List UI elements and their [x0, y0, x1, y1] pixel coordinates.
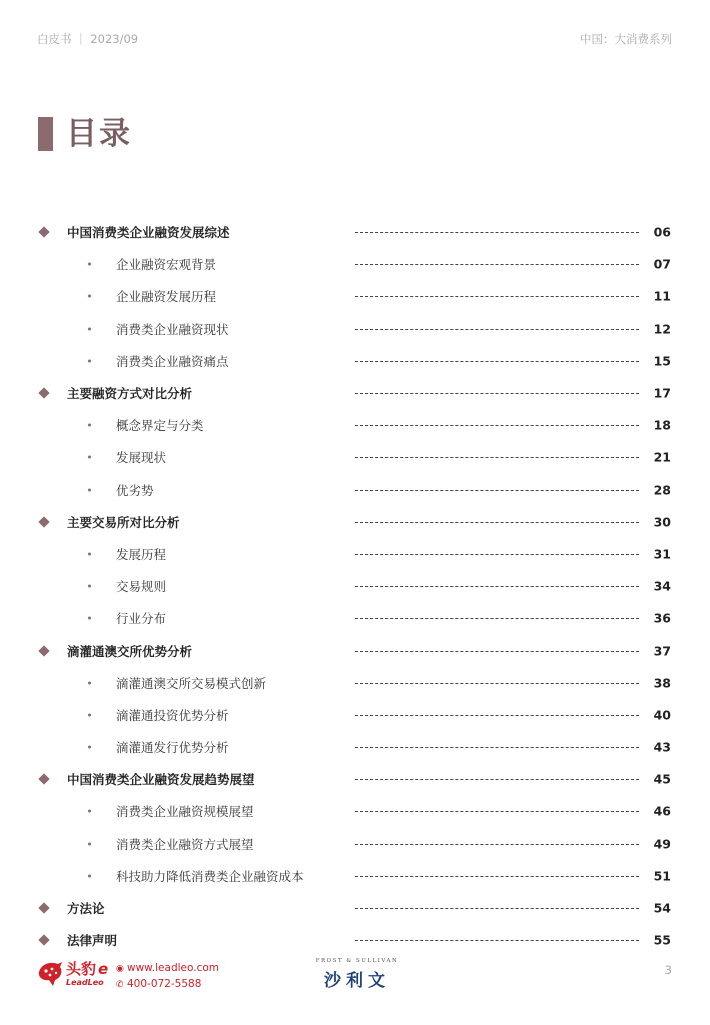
diamond-bullet-icon [38, 516, 49, 527]
dot-bullet-icon [88, 359, 91, 362]
table-of-contents [0, 216, 710, 956]
globe-icon: ◉ [116, 964, 124, 974]
toc-entry-label: 企业融资宏观背景 [116, 257, 217, 273]
toc-page-number: 36 [653, 610, 671, 626]
toc-entry-label: 法律声明 [67, 933, 118, 949]
toc-entry-label: 主要交易所对比分析 [67, 514, 180, 530]
leopard-icon [36, 958, 64, 988]
toc-entry-label: 方法论 [67, 901, 105, 917]
toc-page-number: 43 [653, 739, 671, 755]
toc-chapter-row[interactable] [0, 506, 710, 538]
toc-chapter-row[interactable] [0, 634, 710, 666]
toc-chapter-row[interactable] [0, 216, 710, 248]
website-line [116, 961, 219, 977]
toc-dotted-leader [355, 844, 639, 845]
toc-page-number: 55 [653, 932, 671, 948]
toc-page-number: 18 [653, 417, 671, 433]
toc-entry-label: 概念界定与分类 [116, 418, 204, 434]
toc-entry-label: 消费类企业融资方式展望 [116, 836, 254, 852]
toc-page-number: 11 [653, 288, 671, 304]
toc-section-row[interactable] [0, 667, 710, 699]
header-doc-type: 白皮书 ｜ 2023/09 [37, 32, 139, 46]
title-accent-bar [38, 117, 53, 151]
logo-wordmark: 头豹 e [66, 960, 109, 978]
diamond-bullet-icon [38, 645, 49, 656]
toc-page-number: 30 [653, 514, 671, 530]
toc-section-row[interactable] [0, 345, 710, 377]
toc-section-row[interactable] [0, 828, 710, 860]
toc-section-row[interactable] [0, 538, 710, 570]
toc-entry-label: 发展历程 [116, 546, 167, 562]
toc-dotted-leader [355, 747, 639, 748]
dot-bullet-icon [88, 263, 91, 266]
toc-page-number: 51 [653, 868, 671, 884]
toc-dotted-leader [355, 425, 639, 426]
diamond-bullet-icon [38, 774, 49, 785]
toc-section-row[interactable] [0, 313, 710, 345]
toc-page-number: 45 [653, 771, 671, 787]
dot-bullet-icon [88, 874, 91, 877]
toc-entry-label: 滴灌通投资优势分析 [116, 707, 229, 723]
website-link[interactable]: www.leadleo.com [127, 962, 219, 974]
toc-dotted-leader [355, 876, 639, 877]
dot-bullet-icon [88, 585, 91, 588]
toc-dotted-leader [355, 361, 639, 362]
toc-entry-label: 消费类企业融资痛点 [116, 353, 229, 369]
toc-page-number: 15 [653, 353, 671, 369]
toc-section-row[interactable] [0, 280, 710, 312]
toc-page-number: 12 [653, 321, 671, 337]
dot-bullet-icon [88, 746, 91, 749]
toc-entry-label: 企业融资发展历程 [116, 289, 217, 305]
toc-section-row[interactable] [0, 570, 710, 602]
dot-bullet-icon [88, 488, 91, 491]
toc-chapter-row[interactable] [0, 924, 710, 956]
toc-entry-label: 科技助力降低消费类企业融资成本 [116, 868, 304, 884]
partner-chinese-name: 沙利文 [324, 971, 390, 991]
toc-dotted-leader [355, 232, 639, 233]
toc-entry-label: 消费类企业融资规模展望 [116, 804, 254, 820]
toc-section-row[interactable] [0, 731, 710, 763]
dot-bullet-icon [88, 327, 91, 330]
dot-bullet-icon [88, 295, 91, 298]
dot-bullet-icon [88, 842, 91, 845]
page-title: 目录 [66, 116, 132, 152]
toc-dotted-leader [355, 811, 639, 812]
toc-section-row[interactable] [0, 699, 710, 731]
dot-bullet-icon [88, 424, 91, 427]
toc-dotted-leader [355, 908, 639, 909]
page-title-block [38, 116, 132, 152]
toc-dotted-leader [355, 490, 639, 491]
toc-entry-label: 中国消费类企业融资发展综述 [67, 225, 230, 241]
toc-entry-label: 滴灌通澳交所优势分析 [67, 643, 193, 659]
toc-page-number: 46 [653, 803, 671, 819]
dot-bullet-icon [88, 810, 91, 813]
phone-number: 400-072-5588 [127, 978, 202, 990]
toc-page-number: 38 [653, 675, 671, 691]
phone-icon: ✆ [116, 980, 124, 990]
diamond-bullet-icon [38, 902, 49, 913]
dot-bullet-icon [88, 681, 91, 684]
toc-section-row[interactable] [0, 602, 710, 634]
toc-page-number: 21 [653, 449, 671, 465]
toc-dotted-leader [355, 296, 639, 297]
dot-bullet-icon [88, 552, 91, 555]
toc-page-number: 31 [653, 546, 671, 562]
diamond-bullet-icon [38, 226, 49, 237]
toc-entry-label: 中国消费类企业融资发展趋势展望 [67, 772, 255, 788]
contact-info [116, 961, 219, 993]
toc-dotted-leader [355, 715, 639, 716]
toc-entry-label: 消费类企业融资现状 [116, 321, 229, 337]
toc-dotted-leader [355, 522, 639, 523]
toc-section-row[interactable] [0, 860, 710, 892]
toc-section-row[interactable] [0, 441, 710, 473]
phone-line [116, 977, 219, 993]
partner-english-name: FROST & SULLIVAN [315, 958, 399, 964]
toc-section-row[interactable] [0, 248, 710, 280]
page-number: 3 [664, 963, 672, 977]
dot-bullet-icon [88, 617, 91, 620]
logo-subtext: LeadLeo [66, 978, 104, 987]
diamond-bullet-icon [38, 387, 49, 398]
toc-dotted-leader [355, 586, 639, 587]
toc-section-row[interactable] [0, 409, 710, 441]
toc-section-row[interactable] [0, 474, 710, 506]
toc-chapter-row[interactable] [0, 763, 710, 795]
toc-page-number: 06 [653, 224, 671, 240]
toc-dotted-leader [355, 618, 639, 619]
toc-page-number: 17 [653, 385, 671, 401]
toc-entry-label: 行业分布 [116, 611, 167, 627]
toc-chapter-row[interactable] [0, 377, 710, 409]
toc-dotted-leader [355, 329, 639, 330]
toc-entry-label: 主要融资方式对比分析 [67, 386, 193, 402]
toc-dotted-leader [355, 393, 639, 394]
toc-dotted-leader [355, 683, 639, 684]
toc-entry-label: 发展现状 [116, 450, 167, 466]
toc-dotted-leader [355, 940, 639, 941]
toc-entry-label: 滴灌通发行优势分析 [116, 740, 229, 756]
toc-page-number: 40 [653, 707, 671, 723]
toc-chapter-row[interactable] [0, 892, 710, 924]
toc-dotted-leader [355, 554, 639, 555]
diamond-bullet-icon [38, 935, 49, 946]
dot-bullet-icon [88, 456, 91, 459]
toc-dotted-leader [355, 651, 639, 652]
dot-bullet-icon [88, 713, 91, 716]
header-series: 中国：大消费系列 [580, 32, 672, 46]
toc-page-number: 07 [653, 256, 671, 272]
toc-dotted-leader [355, 457, 639, 458]
toc-section-row[interactable] [0, 795, 710, 827]
toc-entry-label: 滴灌通澳交所交易模式创新 [116, 675, 267, 691]
toc-entry-label: 交易规则 [116, 579, 167, 595]
toc-page-number: 37 [653, 643, 671, 659]
toc-dotted-leader [355, 779, 639, 780]
toc-page-number: 34 [653, 578, 671, 594]
toc-page-number: 28 [653, 482, 671, 498]
frost-sullivan-logo [307, 958, 407, 991]
toc-page-number: 54 [653, 900, 671, 916]
toc-page-number: 49 [653, 836, 671, 852]
toc-dotted-leader [355, 264, 639, 265]
toc-entry-label: 优劣势 [116, 482, 154, 498]
